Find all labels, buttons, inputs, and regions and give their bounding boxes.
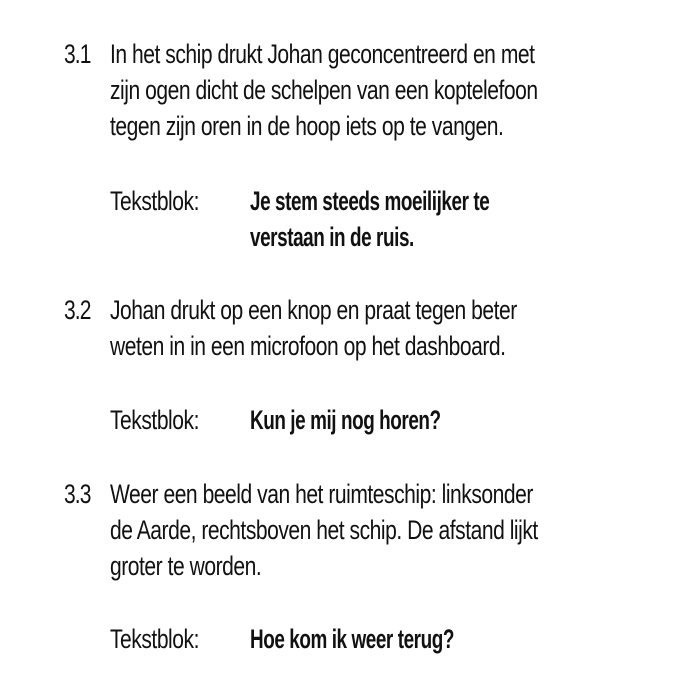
tekstblok-label: Tekstblok: [110,624,199,654]
tekstblok-label: Tekstblok: [110,186,199,216]
scene-number: 3.3 [64,479,91,509]
tekstblok-label: Tekstblok: [110,405,199,435]
description-line: weten in in een microfoon op het dashboard. [110,331,506,361]
scene-description [110,292,672,364]
tekstblok-line: Hoe kom ik weer terug? [250,624,454,654]
scene-description [110,36,672,144]
tekstblok-text [250,402,441,438]
description-line: tegen zijn oren in de hoop iets op te vangen. [110,111,504,141]
description-line: zijn ogen dicht de schelpen van een koptelefoon [110,75,538,105]
description-line: In het schip drukt Johan geconcentreerd en met [110,39,535,69]
scene-number: 3.2 [64,295,91,325]
scene-description [110,476,672,584]
tekstblok-text [250,621,454,657]
description-line: groter te worden. [110,551,262,581]
tekstblok-line: verstaan in de ruis. [250,222,414,252]
scene-number: 3.1 [64,39,91,69]
tekstblok-line: Je stem steeds moeilijker te [250,186,490,216]
tekstblok-text [250,183,489,255]
description-line: Johan drukt op een knop en praat tegen beter [110,295,517,325]
tekstblok-line: Kun je mij nog horen? [250,405,441,435]
description-line: Weer een beeld van het ruimteschip: linksonder [110,479,533,509]
description-line: de Aarde, rechtsboven het schip. De afstand lijkt [110,515,538,545]
